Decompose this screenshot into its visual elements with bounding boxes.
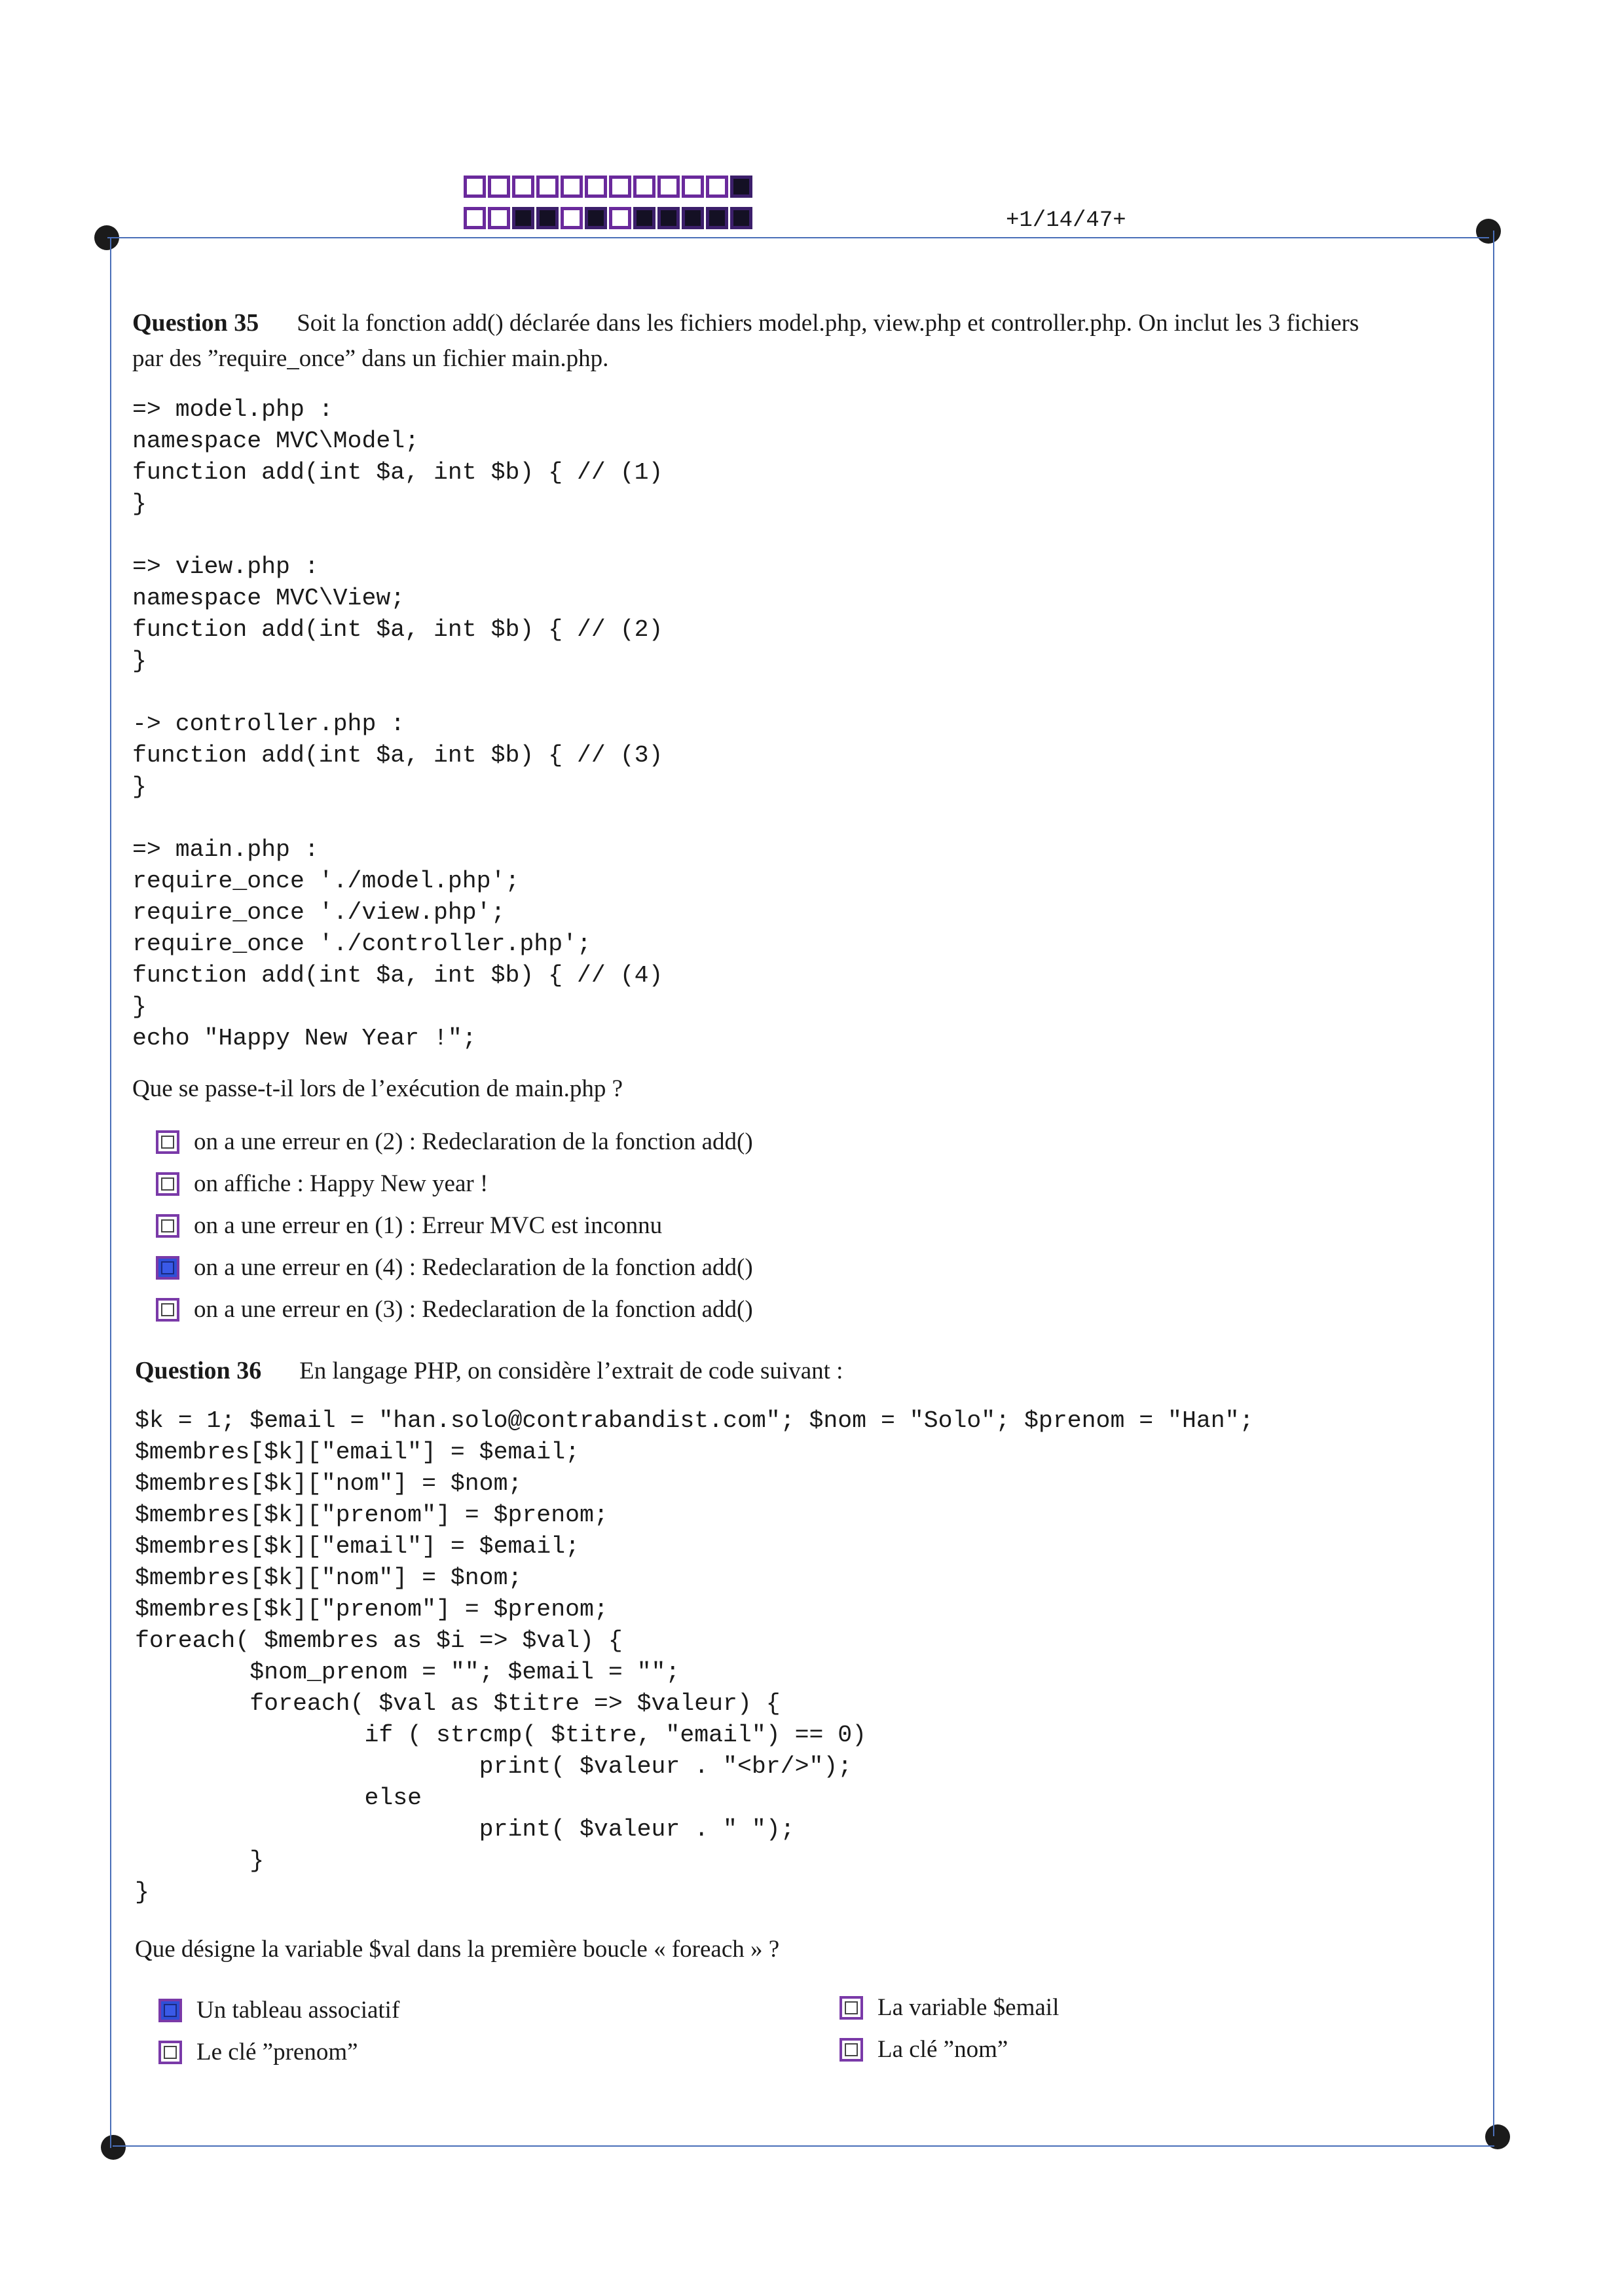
- checkbox[interactable]: [840, 2038, 863, 2062]
- checkbox[interactable]: [158, 2041, 182, 2064]
- question-35-code: => model.php : namespace MVC\Model; function add(int $a, int $b) { // (1) } => view.php : namespace MVC\View; function add(int $a, int $b) { // (2) } -> controller.php : function add(int $a, int $b) { // (3) } => main.php : require_once './model.php'; require_once './view.php'; require_once './controller.php'; function add(int $a, int $b) { // (4) } echo "Happy New Year !";: [132, 396, 663, 1052]
- id-box: [609, 176, 631, 198]
- corner-marker-bottom-left: [101, 2135, 126, 2160]
- option-label: on a une erreur en (1) : Erreur MVC est inconnu: [194, 1212, 663, 1239]
- checkbox[interactable]: [156, 1172, 179, 1196]
- id-box: [706, 207, 728, 229]
- id-box: [706, 176, 728, 198]
- checkbox[interactable]: [158, 1999, 182, 2022]
- frame-right: [1493, 231, 1494, 2136]
- id-box: [730, 176, 752, 198]
- option-label: Un tableau associatif: [196, 1997, 400, 2024]
- question-35-title: Question 35: [132, 309, 259, 337]
- checkbox[interactable]: [156, 1214, 179, 1238]
- question-36-text: En langage PHP, on considère l’extrait de code suivant :: [299, 1358, 843, 1384]
- checkbox[interactable]: [840, 1996, 863, 2020]
- id-box: [682, 207, 704, 229]
- q35-option-4[interactable]: [156, 1253, 753, 1282]
- checkbox[interactable]: [156, 1256, 179, 1280]
- page-code: +1/14/47+: [1006, 208, 1126, 233]
- question-35-prompt: Que se passe-t-il lors de l’exécution de main.php ?: [132, 1075, 623, 1102]
- id-box: [657, 176, 680, 198]
- q36-option-4[interactable]: [840, 2035, 1008, 2064]
- checkbox[interactable]: [156, 1130, 179, 1154]
- id-box: [464, 207, 486, 229]
- q35-option-3[interactable]: [156, 1212, 662, 1240]
- question-36-title: Question 36: [135, 1357, 262, 1384]
- option-label: Le clé ”prenom”: [196, 2039, 358, 2065]
- id-boxes-bottom: [464, 207, 754, 229]
- id-box: [633, 207, 655, 229]
- id-box: [585, 207, 607, 229]
- id-box: [464, 176, 486, 198]
- id-box: [633, 176, 655, 198]
- frame-left: [110, 237, 111, 2148]
- id-box: [488, 176, 510, 198]
- question-36-prompt: Que désigne la variable $val dans la première boucle « foreach » ?: [135, 1936, 780, 1963]
- id-box: [561, 207, 583, 229]
- id-box: [512, 207, 534, 229]
- id-box: [657, 207, 680, 229]
- id-box: [561, 176, 583, 198]
- id-boxes-top: [464, 176, 754, 198]
- option-label: on affiche : Happy New year !: [194, 1170, 489, 1197]
- id-box: [585, 176, 607, 198]
- option-label: La clé ”nom”: [877, 2036, 1008, 2063]
- q36-option-2[interactable]: [158, 2038, 358, 2066]
- q36-option-3[interactable]: [840, 1993, 1059, 2022]
- question-35-statement: [132, 305, 1481, 377]
- option-label: on a une erreur en (3) : Redeclaration de la fonction add(): [194, 1296, 753, 1323]
- q36-option-1[interactable]: [158, 1996, 399, 2024]
- option-label: on a une erreur en (2) : Redeclaration de la fonction add(): [194, 1128, 753, 1155]
- checkbox[interactable]: [156, 1298, 179, 1322]
- question-36-statement: [135, 1353, 843, 1389]
- question-35-line2: par des ”require_once” dans un fichier main.php.: [132, 345, 609, 372]
- q35-option-1[interactable]: [156, 1128, 753, 1156]
- q35-option-2[interactable]: [156, 1170, 488, 1198]
- id-box: [730, 207, 752, 229]
- id-box: [609, 207, 631, 229]
- option-label: La variable $email: [877, 1994, 1060, 2021]
- id-box: [488, 207, 510, 229]
- id-box: [536, 207, 559, 229]
- frame-top: [107, 237, 1489, 238]
- q35-option-5[interactable]: [156, 1295, 753, 1324]
- option-label: on a une erreur en (4) : Redeclaration de la fonction add(): [194, 1254, 753, 1281]
- id-box: [682, 176, 704, 198]
- question-36-code: $k = 1; $email = "han.solo@contrabandist.com"; $nom = "Solo"; $prenom = "Han"; $membres[$k]["email"] = $email; $membres[$k]["nom"] = $nom; $membres[$k]["prenom"] = $prenom; $membres[$k]["email"] = $email; $membres[$k]["nom"] = $nom; $membres[$k]["prenom"] = $prenom; foreach( $membres as $i => $val) { $nom_prenom = ""; $email = ""; foreach( $val as $titre => $valeur) { if ( strcmp( $titre, "email") == 0) print( $valeur . "<br/>"); else print( $valeur . " "); } }: [135, 1407, 1254, 1906]
- id-box: [536, 176, 559, 198]
- question-35-line1: Soit la fonction add() déclarée dans les fichiers model.php, view.php et controller.php. On inclut les 3 fichiers: [297, 310, 1359, 337]
- id-box: [512, 176, 534, 198]
- corner-marker-top-right: [1476, 219, 1501, 244]
- frame-bottom: [113, 2145, 1494, 2147]
